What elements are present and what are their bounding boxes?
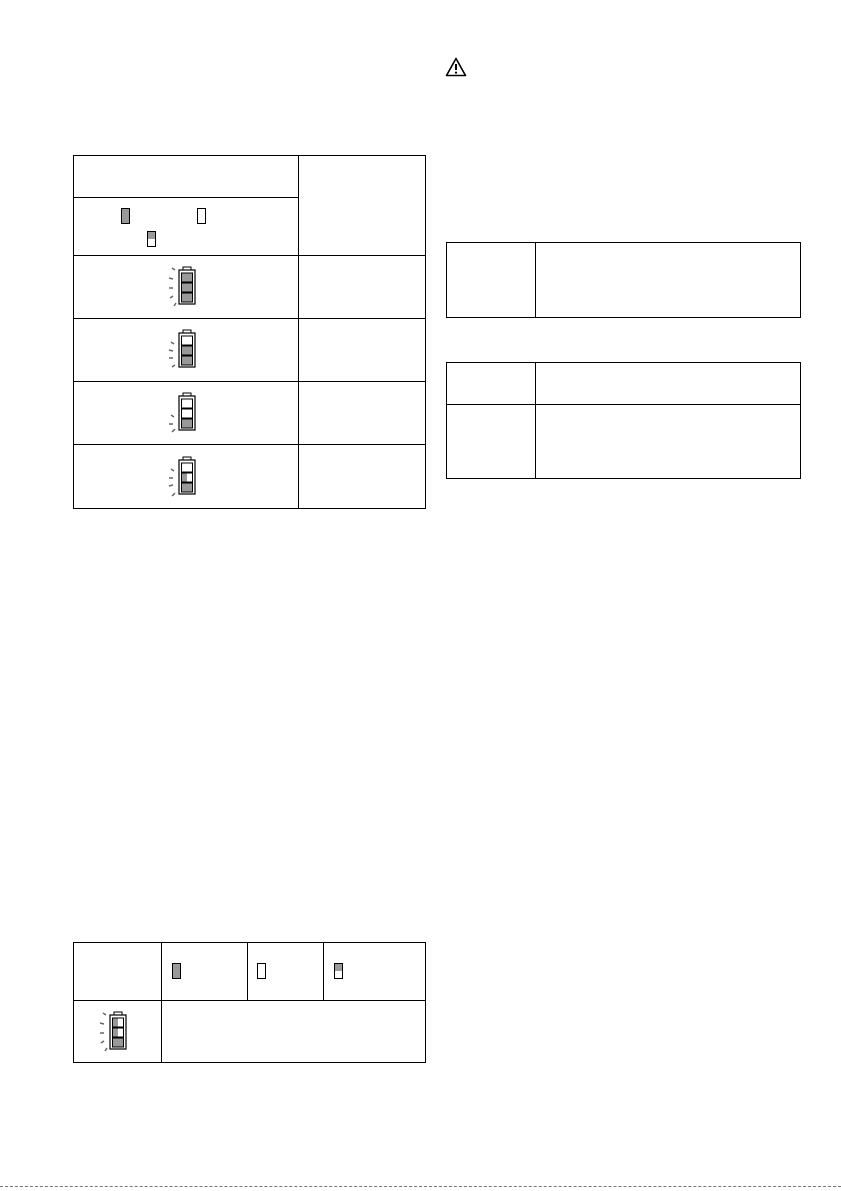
- status-row-icon-cell: [74, 319, 299, 382]
- right-info-table-two: [446, 362, 801, 479]
- battery-3-bars-blinking-icon: [166, 265, 206, 309]
- battery-1-bar-blinking-icon: [166, 391, 206, 435]
- info-description-cell: [535, 243, 800, 318]
- info-label-cell: [447, 243, 536, 318]
- info-description-cell: [535, 405, 800, 479]
- status-row-value-cell: [299, 382, 426, 445]
- info-description-cell: [535, 363, 800, 405]
- status-header-right-cell: [299, 156, 426, 256]
- error-legend-off-cell: [247, 943, 324, 1001]
- error-legend-blink-cell: [324, 943, 426, 1001]
- status-row-value-cell: [299, 445, 426, 509]
- page-bottom-rule: [0, 1186, 841, 1187]
- status-row-icon-cell: [74, 382, 299, 445]
- battery-all-blinking-icon: [97, 1010, 137, 1054]
- status-legend-cell: [74, 198, 299, 256]
- status-row-icon-cell: [74, 445, 299, 509]
- error-header-cell: [74, 943, 162, 1001]
- error-legend-lit-cell: [161, 943, 247, 1001]
- lamp-off-icon: [197, 208, 206, 224]
- status-row-value-cell: [299, 319, 426, 382]
- lamp-blinking-icon: [147, 231, 156, 247]
- lamp-lit-icon: [121, 208, 130, 224]
- lamp-blinking-icon: [334, 963, 343, 979]
- error-row-icon-cell: [74, 1001, 162, 1063]
- info-label-cell: [447, 405, 536, 479]
- warning-triangle-icon: [445, 57, 467, 77]
- right-info-table-one: [446, 242, 801, 318]
- lamp-off-icon: [257, 963, 266, 979]
- battery-2-bars-blinking-icon: [166, 328, 206, 372]
- status-row-icon-cell: [74, 256, 299, 319]
- lamp-lit-icon: [172, 963, 181, 979]
- status-header-cell: [74, 156, 299, 198]
- battery-status-table: [73, 155, 426, 509]
- error-indication-table: [73, 942, 426, 1063]
- error-row-description-cell: [161, 1001, 425, 1063]
- info-label-cell: [447, 363, 536, 405]
- battery-half-bar-blinking-icon: [166, 455, 206, 499]
- status-row-value-cell: [299, 256, 426, 319]
